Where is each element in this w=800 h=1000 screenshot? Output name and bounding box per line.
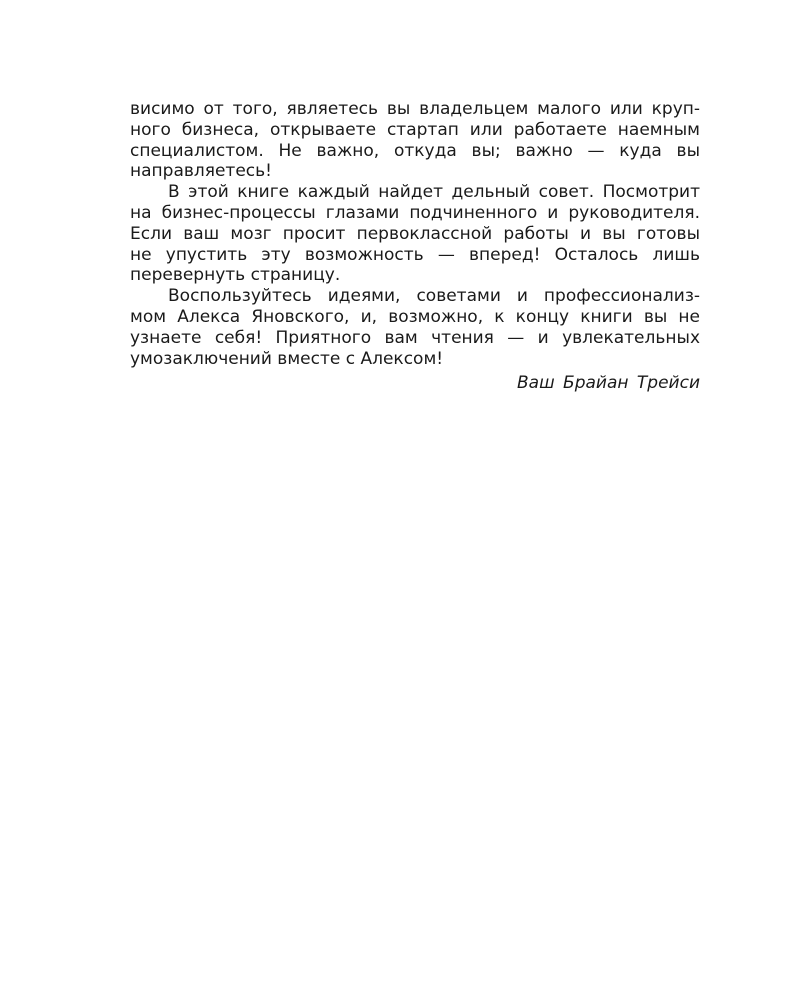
text-line: узнаете себя! Приятного вам чтения — и увлекательных: [130, 327, 700, 348]
text-line: В этой книге каждый найдет дельный совет. Посмотрит: [168, 182, 700, 203]
text-line: на бизнес-процессы глазами подчиненного и руководителя.: [130, 202, 700, 223]
text-line: Если ваш мозг просит первоклассной работы и вы готовы: [130, 223, 700, 244]
paragraph-1: [130, 99, 700, 182]
text-line: мом Алекса Яновского, и, возможно, к концу книги вы не: [130, 306, 700, 327]
text-line: Воспользуйтесь идеями, советами и профессионализ-: [168, 286, 700, 307]
paragraph-2: [130, 182, 700, 286]
text-line: направляетесь!: [130, 161, 272, 182]
text-line: специалистом. Не важно, откуда вы; важно — куда вы: [130, 140, 700, 161]
text-line: висимо от того, являетесь вы владельцем малого или круп-: [130, 99, 700, 119]
text-line: ного бизнеса, открываете стартап или работаете наемным: [130, 119, 700, 140]
text-line: умозаключений вместе с Алексом!: [130, 348, 444, 369]
signature: Ваш Брайан Трейси: [517, 373, 700, 394]
paragraph-3: [130, 286, 700, 369]
text-line: не упустить эту возможность — вперед! Осталось лишь: [130, 244, 700, 265]
text-line: перевернуть страницу.: [130, 265, 341, 286]
body-text: [130, 99, 700, 394]
